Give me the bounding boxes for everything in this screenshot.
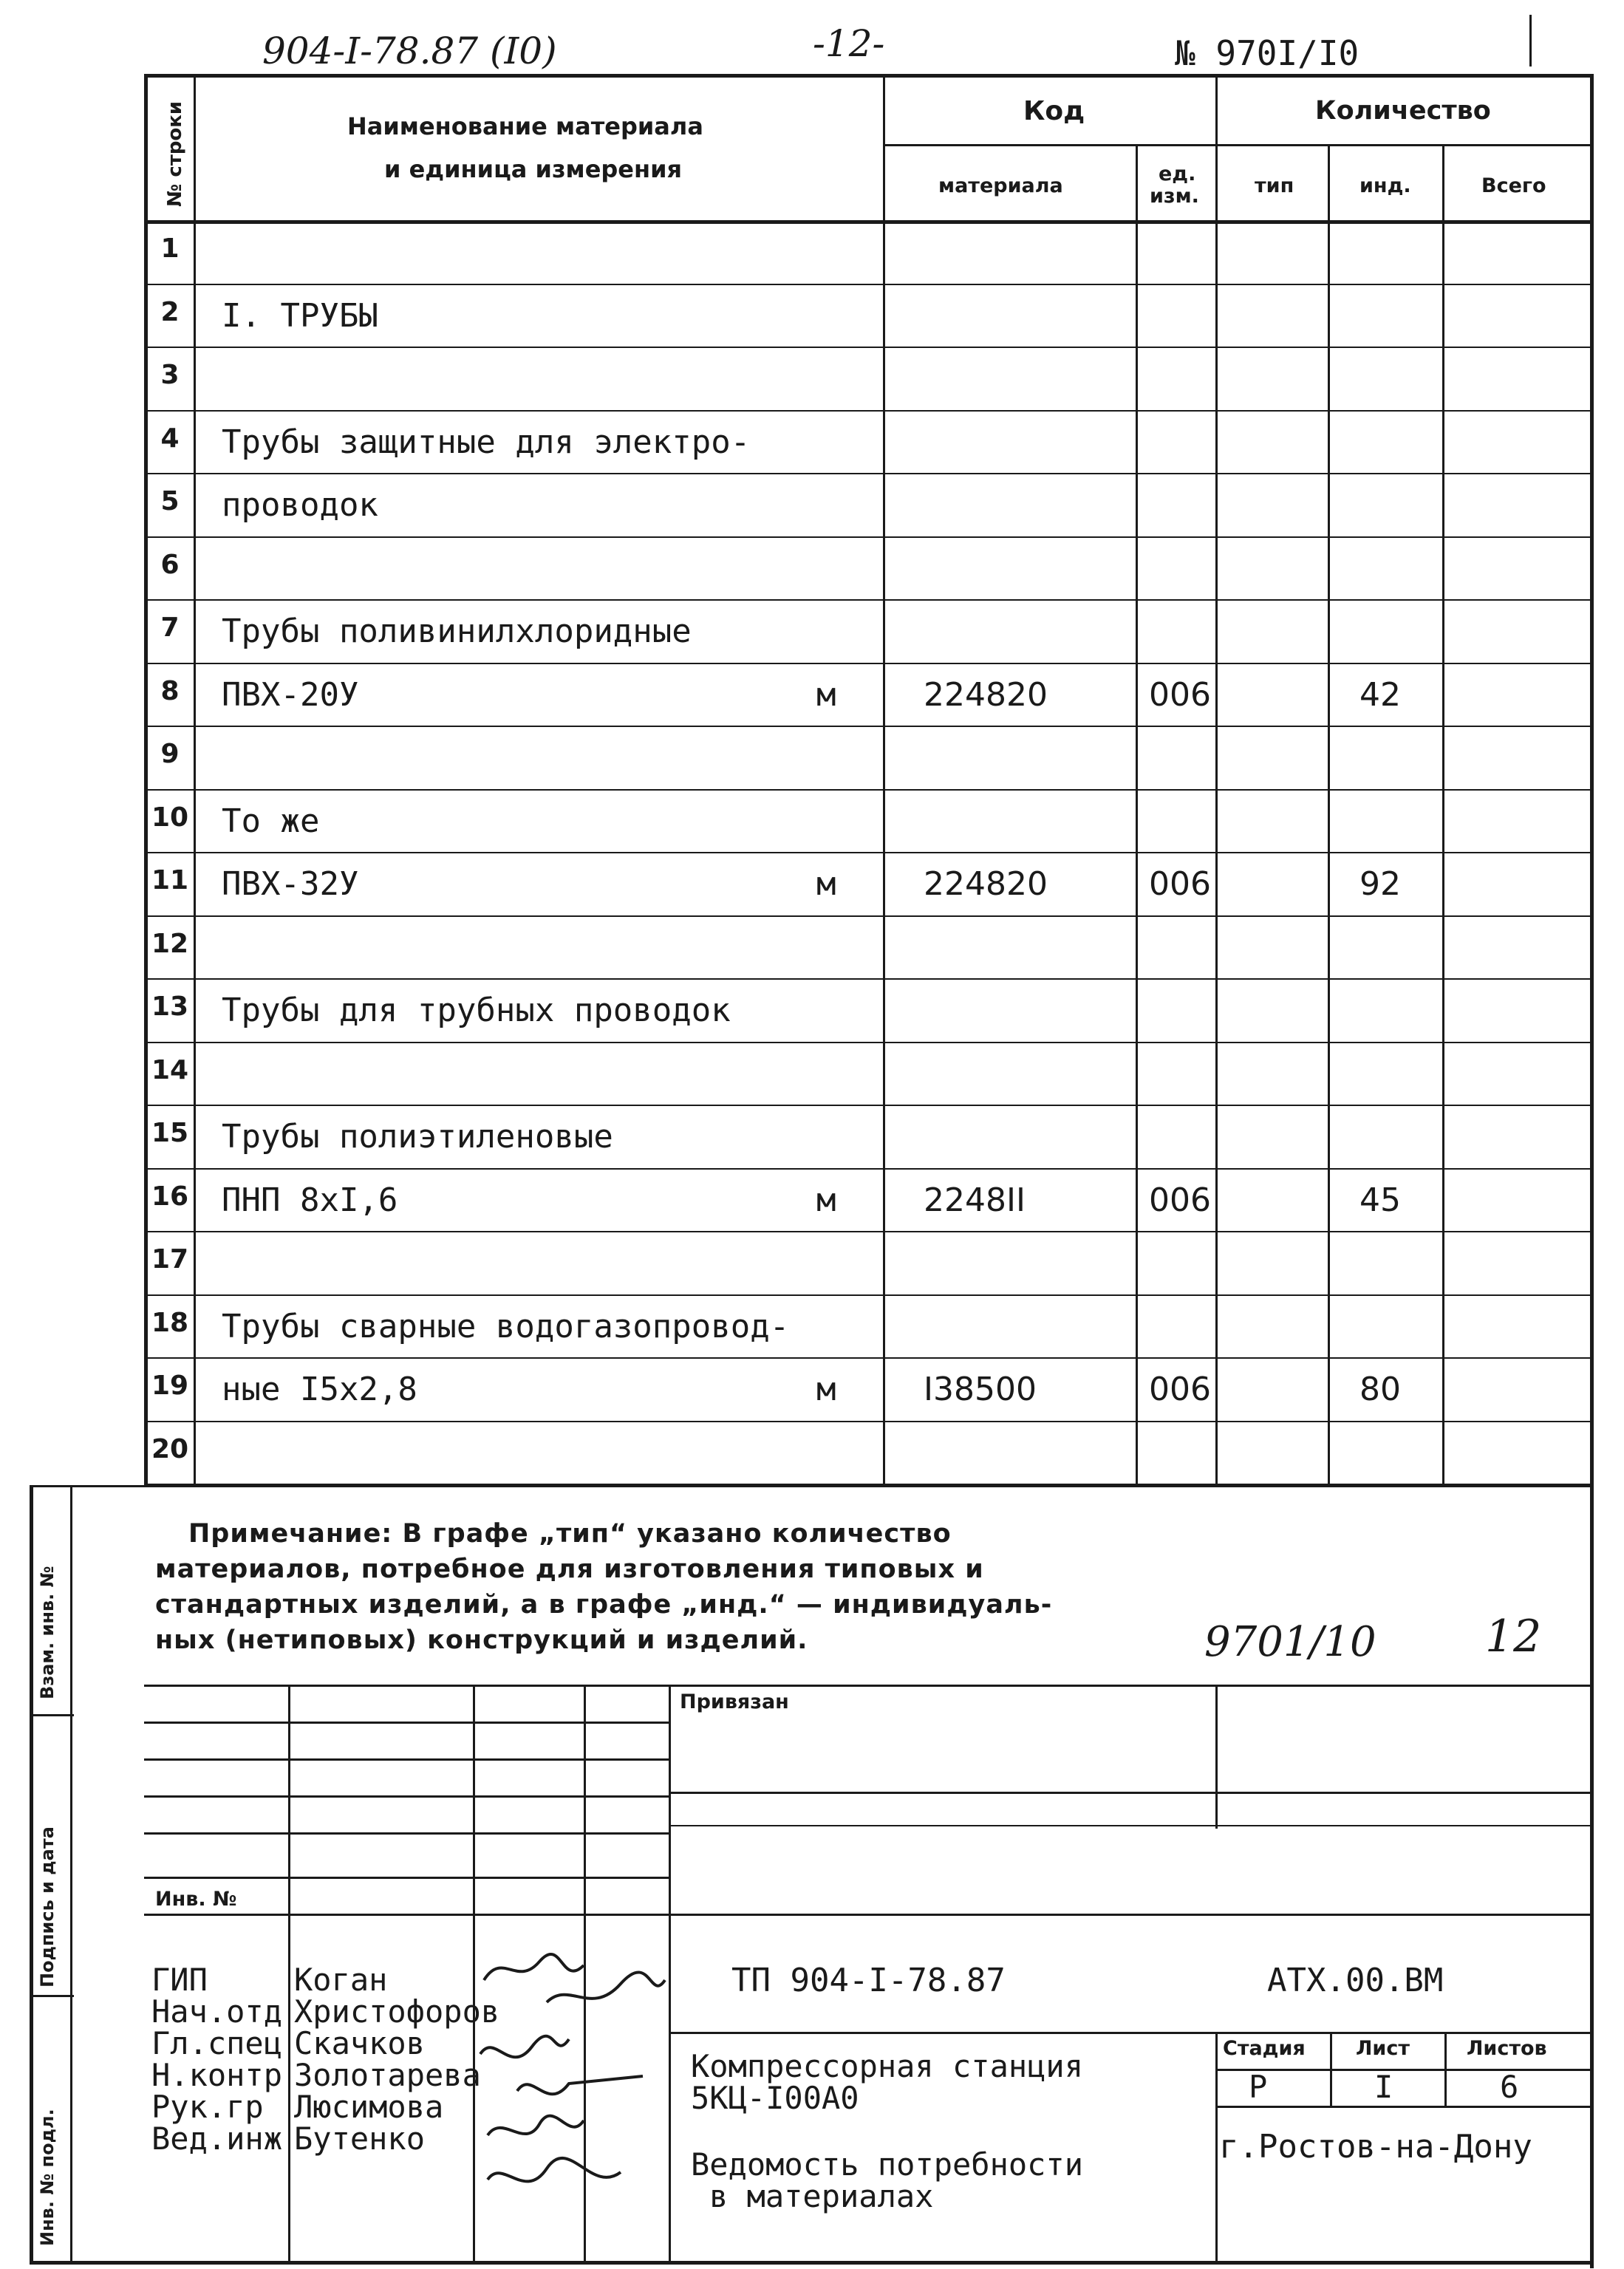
staff-name: Коган	[294, 1962, 388, 1998]
tb-doc-title-line2: в материалах	[709, 2178, 934, 2214]
staff-role: ГИП	[151, 1962, 208, 1998]
row-name: проводок	[222, 486, 378, 524]
row-number: 19	[151, 1371, 189, 1401]
tb-project: ТП 904-I-78.87	[731, 1962, 1006, 1999]
tb-sheets-divider	[1444, 2032, 1447, 2106]
note-line3: стандартных изделий, а в графе „инд.“ — индивидуаль-	[155, 1590, 1053, 1620]
staff-name: Золотарева	[294, 2057, 481, 2093]
row-ind: 92	[1359, 865, 1401, 903]
row-separator	[144, 663, 1592, 664]
row-number: 12	[151, 929, 189, 959]
tb-sheet-label: Лист	[1356, 2037, 1410, 2060]
row-ed: 006	[1149, 1181, 1211, 1219]
row-separator	[144, 1294, 1592, 1296]
sig-row-a	[144, 1722, 669, 1724]
row-name: I. ТРУБЫ	[222, 297, 378, 335]
row-separator	[144, 1231, 1592, 1232]
sig-row-c	[144, 1795, 669, 1798]
row-number: 17	[151, 1244, 189, 1275]
staff-name: Христофоров	[294, 1993, 500, 2030]
row-separator	[144, 473, 1592, 474]
header-code-material: материала	[938, 174, 1063, 197]
staff-name: Скачков	[294, 2025, 426, 2061]
tb-sheet: I	[1374, 2069, 1393, 2105]
stamp-left-border	[30, 1485, 33, 2262]
col-divider-ind	[1442, 144, 1444, 1485]
row-number: 3	[160, 360, 180, 390]
page-right-border	[1590, 74, 1594, 2268]
header-quantity: Количество	[1315, 96, 1491, 126]
row-name: ПВХ-32У	[222, 865, 359, 903]
stamp-line2	[30, 1995, 74, 1997]
sig-row-b	[144, 1758, 669, 1761]
tb-designation: АТХ.00.ВМ	[1267, 1962, 1444, 1999]
row-separator	[144, 1357, 1592, 1359]
tb-object-line2: 5КЦ-I00А0	[691, 2080, 859, 2116]
doc-number: № 970I/I0	[1175, 33, 1359, 73]
header-qty-total: Всего	[1481, 174, 1546, 197]
col-divider-code	[883, 74, 885, 1485]
row-separator	[144, 789, 1592, 791]
row-separator	[144, 410, 1592, 412]
header-name-line2: и единица измерения	[384, 155, 683, 183]
tb-top-line	[144, 1685, 1592, 1687]
row-unit: м	[816, 865, 836, 903]
row-name: Трубы сварные водогазопровод-	[222, 1308, 790, 1345]
row-number: 6	[160, 550, 180, 580]
row-ed: 006	[1149, 676, 1211, 714]
row-number: 1	[160, 233, 180, 264]
row-number: 2	[160, 297, 180, 327]
tb-sheets: 6	[1500, 2069, 1519, 2105]
row-number: 13	[151, 992, 189, 1022]
tb-city: г.Ростов-на-Дону	[1219, 2128, 1532, 2166]
note-line2: материалов, потребное для изготовления типовых и	[155, 1555, 984, 1584]
col-divider-qty	[1215, 74, 1218, 1485]
header-code: Код	[1023, 96, 1085, 126]
staff-role: Нач.отд	[151, 1993, 283, 2030]
row-name: Трубы поливинилхлоридные	[222, 613, 692, 650]
row-code: 2248II	[924, 1181, 1026, 1219]
page-mark: -12-	[813, 22, 885, 65]
staff-role: Гл.спец	[151, 2025, 283, 2061]
row-separator	[144, 1168, 1592, 1170]
header-code-unit-line2: изм.	[1150, 185, 1199, 208]
row-name: ные I5x2,8	[222, 1371, 417, 1408]
row-code: 224820	[924, 865, 1048, 903]
staff-role: Вед.инж	[151, 2120, 283, 2157]
header-name-line1: Наименование материала	[347, 112, 703, 140]
row-ind: 80	[1359, 1371, 1401, 1408]
tb-stage-divider	[1215, 2032, 1218, 2261]
tb-sheet-divider	[1330, 2032, 1332, 2106]
col-divider-ed	[1136, 144, 1138, 1485]
row-separator	[144, 536, 1592, 538]
row-number: 9	[160, 739, 180, 769]
sig-row-d	[144, 1832, 669, 1835]
handwritten-sheet-mark: 12	[1485, 1611, 1542, 1662]
tb-sheets-label: Листов	[1467, 2037, 1547, 2060]
row-unit: м	[816, 1371, 836, 1408]
row-number: 10	[151, 802, 189, 833]
tb-line-c	[669, 2032, 1592, 2034]
tb-stage-sub	[1215, 2069, 1592, 2071]
row-number: 15	[151, 1118, 189, 1148]
header-subdivider	[883, 144, 1592, 146]
col-divider-type	[1328, 144, 1330, 1485]
row-unit: м	[816, 676, 836, 714]
row-separator	[144, 915, 1592, 917]
sig-col1	[288, 1685, 290, 2261]
row-number: 18	[151, 1308, 189, 1338]
row-number: 4	[160, 423, 180, 454]
tb-doc-title-line1: Ведомость потребности	[691, 2146, 1084, 2183]
row-ind: 45	[1359, 1181, 1401, 1219]
table-top-border	[144, 74, 1592, 78]
tb-stage: Р	[1249, 2069, 1268, 2105]
staff-name: Люсимова	[294, 2089, 444, 2125]
row-code: I38500	[924, 1371, 1037, 1408]
sig-row-e	[144, 1877, 669, 1879]
side-vzam: Взам. инв. №	[37, 1566, 58, 1699]
row-ed: 006	[1149, 1371, 1211, 1408]
row-separator	[144, 284, 1592, 285]
row-number: 14	[151, 1055, 189, 1085]
note-line1: Примечание: В графе „тип“ указано количество	[188, 1519, 952, 1549]
doc-code-left: 904-I-78.87 (I0)	[262, 30, 557, 72]
row-number: 8	[160, 676, 180, 706]
tb-inv-no: Инв. №	[155, 1888, 237, 1911]
staff-role: Рук.гр	[151, 2089, 264, 2125]
top-right-tick	[1529, 15, 1532, 66]
row-separator	[144, 852, 1592, 853]
row-ind: 42	[1359, 676, 1401, 714]
row-number: 11	[151, 865, 189, 895]
tb-privyazan-divider	[1215, 1685, 1218, 1829]
row-separator	[144, 726, 1592, 727]
tb-privyazan: Привязан	[680, 1690, 789, 1713]
staff-role: Н.контр	[151, 2057, 283, 2093]
signatures-graphic	[473, 1951, 680, 2246]
side-inv-podl: Инв. № подл.	[37, 2109, 58, 2246]
row-separator	[144, 1484, 1592, 1485]
staff-name: Бутенко	[294, 2120, 426, 2157]
row-name: ПВХ-20У	[222, 676, 359, 714]
tb-stage-label: Стадия	[1223, 2037, 1306, 2060]
stamp-top-line	[30, 1485, 148, 1487]
row-separator	[144, 1105, 1592, 1106]
row-number: 20	[151, 1434, 189, 1464]
handwritten-doc-mark: 9701/10	[1204, 1618, 1376, 1666]
row-separator	[144, 599, 1592, 601]
stamp-divider	[70, 1485, 72, 2262]
stamp-line1	[30, 1714, 74, 1716]
row-number: 16	[151, 1181, 189, 1212]
row-name: То же	[222, 802, 320, 840]
row-name: Трубы для трубных проводок	[222, 992, 731, 1029]
row-ed: 006	[1149, 865, 1211, 903]
row-separator	[144, 978, 1592, 980]
header-code-unit-line1: ед.	[1159, 163, 1196, 185]
side-podpis: Подпись и дата	[37, 1826, 58, 1987]
row-unit: м	[816, 1181, 836, 1219]
tb-object-line1: Компрессорная станция	[691, 2048, 1084, 2084]
row-code: 224820	[924, 676, 1048, 714]
tb-line-d	[669, 1825, 1592, 1826]
header-row-no: № строки	[164, 100, 186, 207]
note-line4: ных (нетиповых) конструкций и изделий.	[155, 1625, 808, 1655]
tb-line-b	[144, 1914, 1592, 1916]
row-name: ПНП 8xI,6	[222, 1181, 398, 1219]
row-number: 7	[160, 613, 180, 643]
header-qty-ind: инд.	[1359, 174, 1411, 197]
row-name: Трубы защитные для электро-	[222, 423, 751, 461]
row-separator	[144, 1421, 1592, 1422]
col-divider-rowno	[194, 74, 196, 1485]
header-qty-type: тип	[1255, 174, 1294, 197]
row-number: 5	[160, 486, 180, 516]
tb-line-a	[669, 1792, 1592, 1794]
tb-stage-sub2	[1215, 2106, 1592, 2108]
header-bottom-border	[144, 220, 1592, 224]
row-separator	[144, 347, 1592, 348]
page-bottom-border	[30, 2261, 1592, 2265]
row-separator	[144, 1042, 1592, 1043]
row-name: Трубы полиэтиленовые	[222, 1118, 613, 1156]
